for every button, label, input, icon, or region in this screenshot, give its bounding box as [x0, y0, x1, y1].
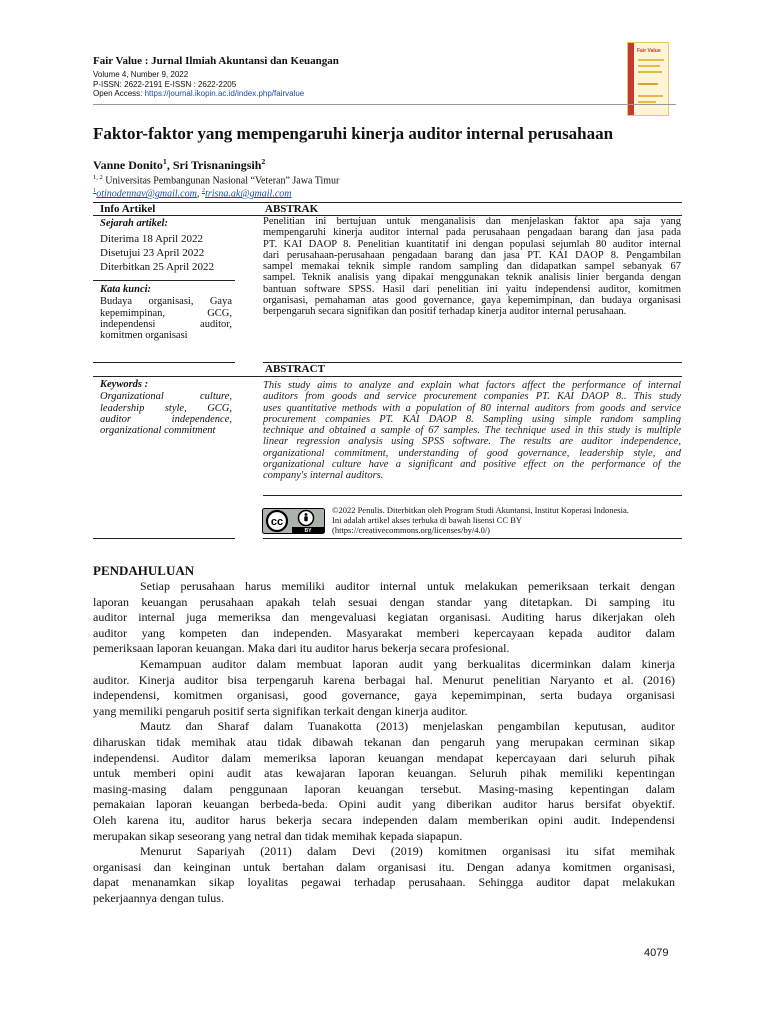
article-history: [100, 218, 214, 274]
by-icon: BY: [304, 528, 312, 534]
text-line: company's internal auditors.: [263, 470, 384, 482]
list-line: organizational commitment: [100, 425, 216, 437]
abstract-header-rule: [93, 376, 682, 377]
text-line: organisasi, pemahaman atas good governance, gaya kepemimpinan, dan budaya organisasi: [263, 295, 681, 307]
abstract-bottom-rule: [263, 495, 682, 496]
body-line: Menurut Sapariyah (2011) dalam Devi (2019) komitmen organisasi itu sifat memihak: [140, 844, 675, 859]
text-line: This study aims to analyze and explain what factors affect the performance of internal: [263, 380, 681, 391]
abstrak-text: [263, 216, 681, 318]
body-line: yang memiliki pengaruh positif serta signifikan terkait dengan kinerja auditor.: [93, 703, 468, 718]
history-divider: [93, 280, 235, 281]
body-line: merupakan sikap seseorang yang netral dan tidak memihak kepada siapapun.: [93, 828, 463, 843]
list-line: Budaya organisasi, Gaya: [100, 296, 232, 308]
kata-kunci-list: [100, 296, 232, 341]
journal-title: Fair Value : Jurnal Ilmiah Akuntansi dan Keuangan: [93, 55, 339, 67]
text-line: sampel memakai teknik simple random sampling dan didapatkan sampel sebanyak 67: [263, 261, 681, 273]
author-2: Sri Trisnaningsih: [172, 158, 262, 172]
article-title: Faktor-faktor yang mempengaruhi kinerja auditor internal perusahaan: [93, 124, 614, 143]
email-1-sup: 1: [93, 187, 97, 194]
keywords-block: [100, 379, 232, 436]
list-line: independensi auditor,: [100, 318, 232, 330]
text-line: auditors from goods and service procurement companies PT. KAI DAOP 8.. This study: [263, 391, 681, 403]
email-2-link[interactable]: trisna.ak@gmail.com: [205, 188, 292, 200]
text-line: berpengaruh secara signifikan dan positif terhadap kinerja auditor internal perusahaan.: [263, 306, 627, 318]
body-line: dapat menanamkan sikap loyalitas pegawai terhadap perusahaan. Sehingga auditor dapat melakukan: [93, 875, 675, 890]
affiliation: [93, 174, 339, 186]
body-line: Mautz dan Sharaf dalam Tuanakotta (2013) menjelaskan pengambilan keputusan, auditor: [140, 719, 675, 734]
cover-title: Fair Value: [637, 48, 661, 54]
box-bottom-rule: [263, 538, 682, 539]
email-separator: ,: [196, 188, 202, 200]
body-line: independensi, komitmen organisasi, good governance, gaya kepemimpinan, serta budaya organisasi: [93, 688, 675, 703]
list-line: Diterima 18 April 2022: [100, 233, 203, 246]
text-line: sampel. Teknik analisis yang dipakai menggunakan teknik analisis linier berganda dengan: [263, 272, 681, 284]
abstract-heading: ABSTRACT: [265, 363, 325, 375]
author-2-sup: 2: [261, 157, 266, 166]
body-line: auditor. Kinerja auditor bisa terpengaruh karena berbagai hal. Menurut penelitian Naryanto et al. (2016): [93, 672, 675, 687]
affiliation-text: Universitas Pembangunan Nasional “Veteran” Jawa Timur: [102, 175, 340, 187]
body-line: pekerjaannya dengan tulus.: [93, 890, 224, 905]
emails: [93, 187, 292, 199]
text-line: PT. KAI DAOP 8. Penelitian kuantitatif ini dengan populasi sejumlah 80 auditor internal: [263, 238, 681, 250]
keywords-bottom-rule: [93, 538, 235, 539]
kata-kunci-heading: Kata kunci:: [100, 284, 152, 295]
list-line: komitmen organisasi: [100, 330, 188, 342]
abstrak-heading: ABSTRAK: [265, 203, 319, 215]
history-heading: Sejarah artikel:: [100, 218, 168, 229]
text-line: mempengaruhi kinerja auditor internal pada perusahaan pengadaan barang dan jasa pada: [263, 227, 681, 239]
body-line: pemeriksaan laporan keuangan. Maka dari itu auditor harus bekerja secara profesional.: [93, 641, 510, 656]
journal-url-link[interactable]: https://journal.ikopin.ac.id/index.php/fairvalue: [144, 89, 305, 98]
history-list: [100, 232, 214, 274]
body-line: pemakaian laporan keuangan berbeda-beda. Opini audit yang diberikan auditor harus bersifat obyektif.: [93, 797, 675, 812]
header-divider: [93, 104, 676, 105]
info-artikel-heading: Info Artikel: [100, 203, 156, 215]
abstrak-bottom-rule: [263, 362, 682, 363]
list-line: auditor independence,: [100, 413, 232, 425]
journal-issn: P-ISSN: 2622-2191 E-ISSN : 2622-2205: [93, 80, 237, 89]
body-line: Oleh karena itu, auditor harus bekerja secara independen dalam memberikan opini audit. Independensi: [93, 812, 675, 827]
keywords-heading: Keywords :: [100, 379, 149, 390]
body-line: untuk memberi opini audit atas kewajaran laporan keuangan. Seluruh pihak memiliki kepentingan: [93, 766, 675, 781]
kata-kunci-divider: [93, 362, 235, 363]
list-line: Diterbitkan 25 April 2022: [100, 261, 214, 274]
body-line: organisasi dan keinginan untuk bertahan dalam organisasi itu. Dengan adanya komitmen organisasi,: [93, 859, 675, 874]
open-access-line: [93, 89, 304, 98]
abstract-text: [263, 380, 681, 482]
list-line: ©2022 Penulis. Diterbitkan oleh Program Studi Akuntansi, Institut Koperasi Indonesia.: [332, 505, 629, 515]
box-top-rule: [93, 202, 682, 203]
list-line: Ini adalah artikel akses terbuka di bawah lisensi CC BY: [332, 515, 523, 525]
text-line: organizational commitment, understanding of good governance, leadership style, and: [263, 447, 681, 459]
text-line: procurement companies PT. KAI DAOP 8. Sampling using simple random sampling: [263, 413, 681, 425]
author-1-sup: 1: [162, 157, 167, 166]
body-line: laporan keuangan perusahaan apakah telah sesuai dengan standar yang ditetapkan. Di samping itu: [93, 594, 675, 609]
text-line: uses quantitative methods with a population of 80 internal auditors from goods and service: [263, 402, 681, 414]
affiliation-sup: 1, 2: [93, 174, 103, 181]
author-separator: ,: [166, 158, 173, 172]
body-line: Kemampuan auditor dalam membuat laporan audit yang berkualitas dicerminkan dalam kinerja: [140, 656, 675, 671]
email-2-sup: 2: [201, 187, 206, 194]
text-line: bantuan software SPSS. Hasil dari penelitian ini yaitu independensi auditor, komitmen: [263, 283, 681, 295]
body-line: auditor yang kompeten dan independen. Masyarakat memberi kepercayaan kepada auditor dalam: [93, 625, 675, 640]
body-line: masing-masing dalam penggunaan laporan keuangan tersebut. Masing-masing kepentingan dalam: [93, 781, 675, 796]
body-line: auditor internal juga memeriksa dan mengevaluasi kegiatan organisasi. Auditing harus dikerjakan oleh: [93, 610, 675, 625]
body-text: [93, 579, 675, 906]
text-line: Penelitian ini bertujuan untuk menganalisis dan menjelaskan faktor apa saja yang: [263, 216, 681, 227]
text-line: linear regression analysis using SPSS software. The results are auditor independence,: [263, 436, 681, 448]
journal-volume: Volume 4, Number 9, 2022: [93, 70, 189, 79]
cc-icon: cc: [270, 516, 284, 528]
list-line: (https://creativecommons.org/licenses/by/4.0/): [332, 525, 491, 535]
body-line: diharuskan tidak memihak atau tidak dibawah tekanan dan pengaruh yang merupakan cerminan sikap: [93, 734, 675, 749]
body-line: Setiap perusahaan harus memiliki auditor internal untuk melakukan pemeriksaan terkait dengan: [140, 579, 675, 593]
author-1: Vanne Donito: [93, 158, 163, 172]
open-access-label: Open Access:: [93, 89, 145, 98]
list-line: Organizational culture,: [100, 391, 232, 403]
kata-kunci-block: [100, 284, 232, 341]
email-1-link[interactable]: otinodennav@gmail.com: [96, 188, 197, 200]
section-heading: PENDAHULUAN: [93, 563, 195, 578]
license-text: [332, 505, 682, 535]
list-line: kepemimpinan, GCG,: [100, 307, 232, 319]
list-line: Disetujui 23 April 2022: [100, 247, 205, 260]
cc-by-license-badge[interactable]: [262, 508, 325, 534]
text-line: technique and obtained a sample of 67 samples. The technique used in this study is multiple: [263, 425, 681, 437]
text-line: organizational culture have a significant and positive effect on the performance of the: [263, 459, 681, 471]
page-number: 4079: [644, 947, 669, 959]
list-line: leadership style, GCG,: [100, 402, 232, 414]
keywords-list: [100, 391, 232, 436]
body-line: independensi. Auditor dalam memeriksa laporan keuangan mendapat kepercayaan dari seluruh pihak: [93, 750, 675, 765]
authors: [93, 157, 265, 173]
text-line: dari perusahaan-perusahaan pengadaan barang dan jasa PT. KAI DAOP 8. Pengambilan: [263, 249, 681, 261]
